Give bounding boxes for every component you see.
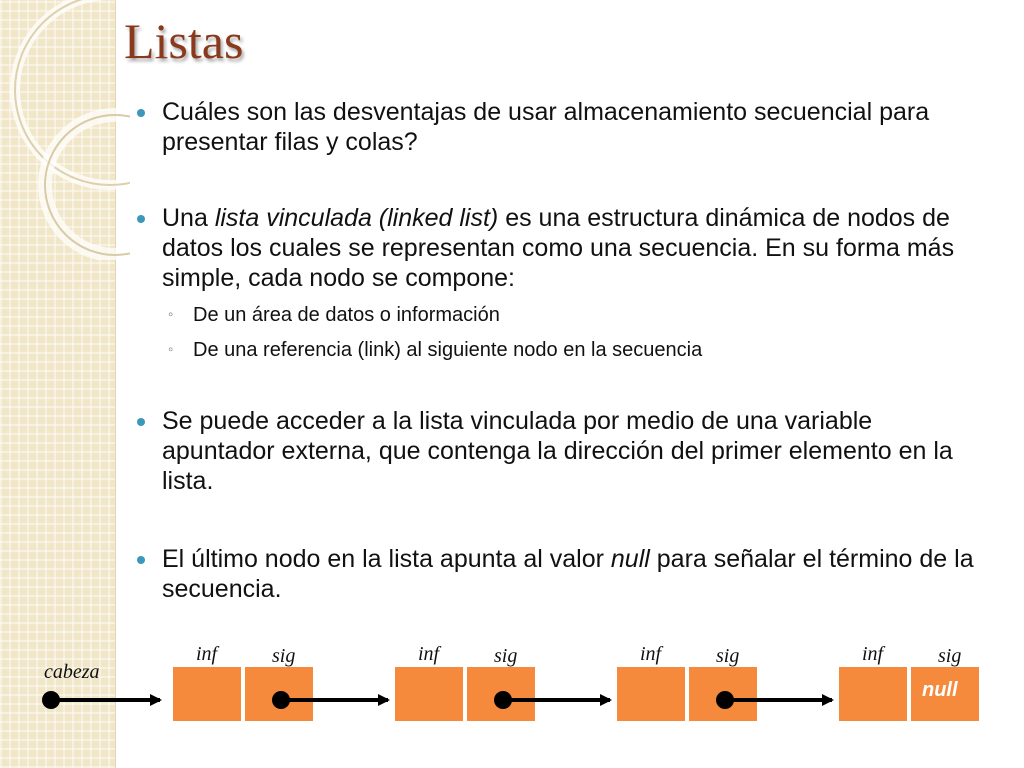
bullet-dot-icon [137, 215, 145, 223]
bullet-item [162, 97, 982, 157]
bullet-text-emphasis: lista vinculada (linked list) [214, 204, 499, 232]
sub-bullet-item [168, 303, 500, 327]
bullet-dot-icon [137, 418, 145, 426]
node-info-label: inf [862, 643, 884, 665]
linked-list-diagram [0, 630, 1024, 768]
list-node [838, 643, 980, 722]
node-link-label: sig [716, 645, 740, 667]
node-link-label: sig [272, 645, 296, 667]
node-info-label: inf [640, 643, 662, 665]
node-info-cell [172, 666, 242, 722]
bullet-dot-icon [137, 109, 145, 117]
node-link-label: sig [494, 645, 518, 667]
sub-bullet-item [168, 338, 703, 362]
head-pointer-label: cabeza [44, 661, 100, 683]
list-node [172, 643, 314, 722]
bullet-text-pre: Una [162, 204, 215, 232]
bullet-item [162, 544, 982, 604]
head-pointer-arrow [42, 691, 160, 709]
list-node [616, 643, 758, 722]
bullet-text-pre: El último nodo en la lista apunta al valor [162, 545, 611, 573]
slide-title: Listas [124, 13, 244, 69]
node-info-cell [394, 666, 464, 722]
sub-bullet-text: De un área de datos o información [193, 304, 500, 326]
bullet-item [162, 203, 972, 293]
node-info-cell [616, 666, 686, 722]
node-info-cell [838, 666, 908, 722]
bullet-text-post: para señalar el término de la secuencia. [162, 545, 974, 603]
bullet-item [162, 406, 982, 496]
node-info-label: inf [418, 643, 440, 665]
sub-bullet-text: De una referencia (link) al siguiente nodo en la secuencia [193, 339, 703, 361]
decorative-rings [0, 0, 130, 260]
node-link-label: sig [938, 645, 962, 667]
null-value-label: null [922, 679, 958, 701]
bullet-text: Cuáles son las desventajas de usar almacenamiento secuencial para presentar filas y colas? [162, 98, 930, 156]
sub-bullet-ring-icon: ◦ [168, 341, 174, 358]
bullet-text-emphasis: null [610, 545, 650, 573]
node-info-label: inf [196, 643, 218, 665]
list-node [394, 643, 536, 722]
bullet-text: Se puede acceder a la lista vinculada por medio de una variable apuntador externa, que contenga la dirección del primer elemento en la lista. [162, 407, 953, 495]
bullet-dot-icon [137, 556, 145, 564]
sub-bullet-ring-icon: ◦ [168, 306, 174, 323]
bullet-text-post: es una estructura dinámica de nodos de datos los cuales se representan como una secuencia. En su forma más simple, cada nodo se compone: [162, 204, 955, 292]
